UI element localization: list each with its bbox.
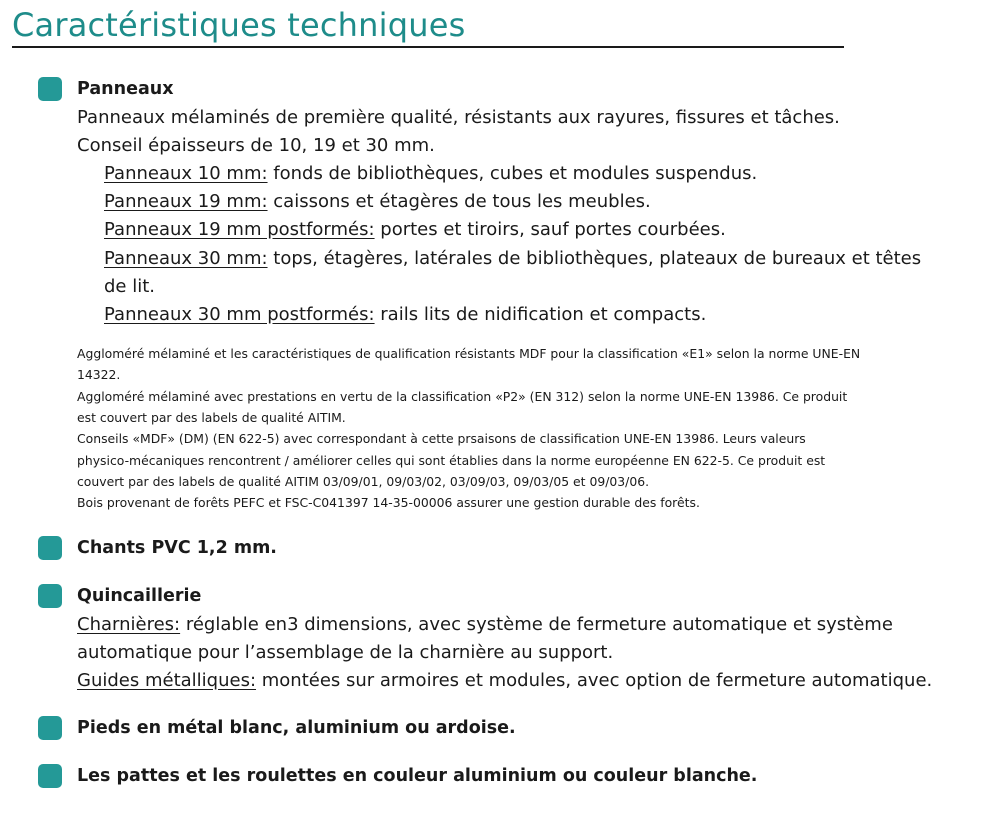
- list-item: [104, 190, 651, 214]
- section-heading-quincaillerie: Quincaillerie: [77, 586, 202, 606]
- bullet-square-icon: [38, 584, 62, 608]
- item-label: Panneaux 30 mm postformés:: [104, 304, 375, 325]
- note-line: Bois provenant de forêts PEFC et FSC-C041397 14-35-00006 assurer une gestion durable des forêts.: [77, 495, 700, 510]
- section-heading-pieds: Pieds en métal blanc, aluminium ou ardoise.: [77, 718, 516, 738]
- bullet-square-icon: [38, 716, 62, 740]
- section-heading-pattes: Les pattes et les roulettes en couleur aluminium ou couleur blanche.: [77, 766, 758, 786]
- note-line: Conseils «MDF» (DM) (EN 622-5) avec correspondant à cette prsaisons de classification UNE-EN 13986. Leurs valeurs: [77, 431, 806, 446]
- bullet-square-icon: [38, 77, 62, 101]
- list-item: [104, 218, 726, 242]
- page-title: Caractéristiques techniques: [12, 6, 466, 44]
- section-heading-panneaux: Panneaux: [77, 79, 174, 99]
- item-text: rails lits de nidification et compacts.: [374, 304, 707, 325]
- note-line: 14322.: [77, 367, 121, 382]
- item-text: montées sur armoires et modules, avec option de fermeture automatique.: [256, 670, 933, 691]
- paragraph-line: Panneaux mélaminés de première qualité, résistants aux rayures, fissures et tâches.: [77, 107, 840, 128]
- item-label: Panneaux 19 mm:: [104, 191, 268, 212]
- item-text: réglable en3 dimensions, avec système de fermeture automatique et système: [180, 614, 893, 635]
- item-label: Panneaux 10 mm:: [104, 163, 268, 184]
- title-underline: [12, 46, 844, 48]
- note-line: Aggloméré mélaminé avec prestations en vertu de la classification «P2» (EN 312) selon la norme UNE-EN 13986. Ce produit: [77, 389, 848, 404]
- item-text: fonds de bibliothèques, cubes et modules suspendus.: [267, 163, 758, 184]
- list-item-continuation: automatique pour l’assemblage de la charnière au support.: [77, 642, 614, 663]
- item-label: Panneaux 30 mm:: [104, 248, 268, 269]
- list-item: [104, 162, 757, 186]
- note-line: est couvert par des labels de qualité AITIM.: [77, 410, 346, 425]
- item-label: Guides métalliques:: [77, 670, 257, 691]
- item-label: Charnières:: [77, 614, 181, 635]
- note-line: physico-mécaniques rencontrent / améliorer celles qui sont établies dans la norme européenne EN 622-5. Ce produit est: [77, 453, 826, 468]
- item-text: tops, étagères, latérales de bibliothèques, plateaux de bureaux et têtes: [267, 248, 922, 269]
- list-item: [104, 303, 706, 327]
- paragraph-line: Conseil épaisseurs de 10, 19 et 30 mm.: [77, 135, 435, 156]
- note-line: Aggloméré mélaminé et les caractéristiques de qualification résistants MDF pour la classification «E1» selon la norme UNE-EN: [77, 346, 861, 361]
- item-text: portes et tiroirs, sauf portes courbées.: [374, 219, 726, 240]
- bullet-square-icon: [38, 764, 62, 788]
- item-text: caissons et étagères de tous les meubles.: [267, 191, 651, 212]
- bullet-square-icon: [38, 536, 62, 560]
- list-item-continuation: de lit.: [104, 276, 156, 297]
- item-label: Panneaux 19 mm postformés:: [104, 219, 375, 240]
- section-heading-chants: Chants PVC 1,2 mm.: [77, 538, 277, 558]
- list-item: [104, 247, 921, 271]
- note-line: couvert par des labels de qualité AITIM 03/09/01, 09/03/02, 03/09/03, 09/03/05 et 09/03/06.: [77, 474, 650, 489]
- list-item: [77, 613, 893, 637]
- list-item: [77, 669, 932, 693]
